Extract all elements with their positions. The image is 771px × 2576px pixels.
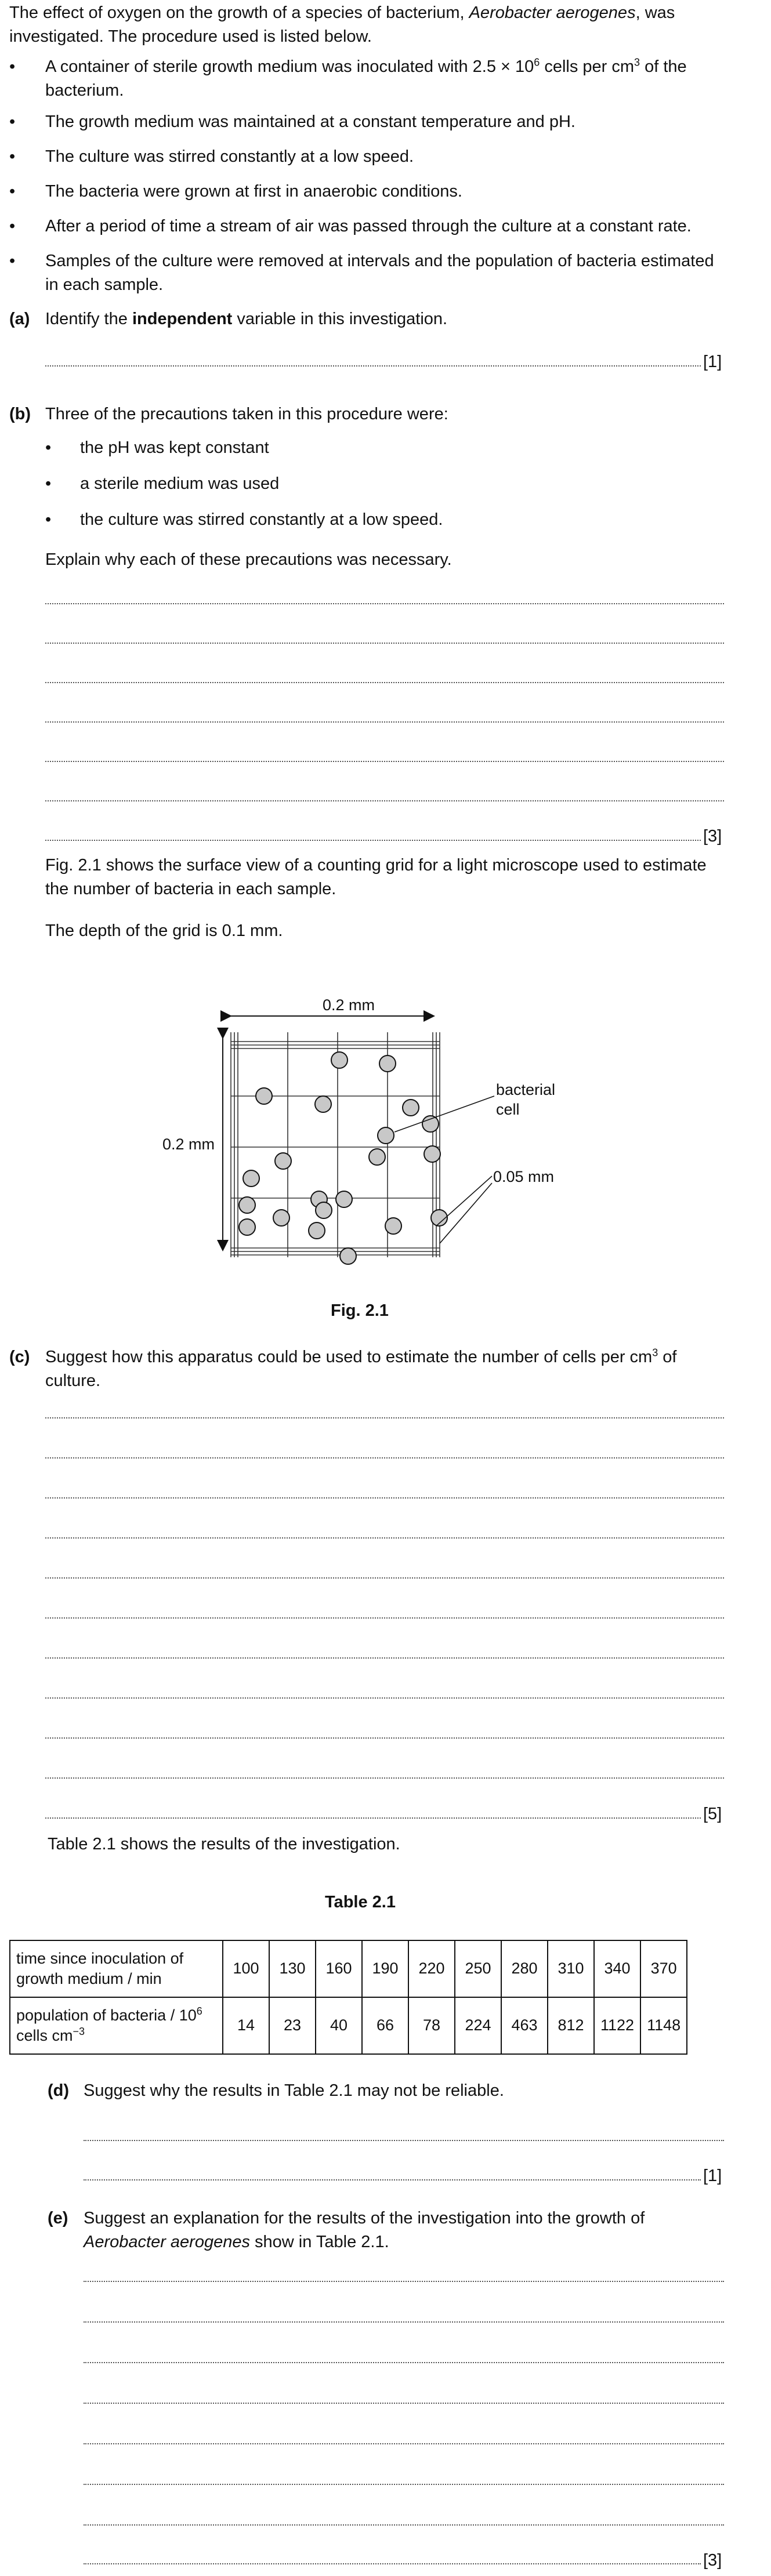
time-cell: 130 xyxy=(269,1940,316,1997)
row-header-population: population of bacteria / $10^6$ cells $cm^{-3}$ xyxy=(10,1997,223,2054)
answer-line-b-4[interactable] xyxy=(45,721,724,723)
answer-line-c-10[interactable] xyxy=(45,1777,724,1779)
precaution-1: • the pH was kept constant xyxy=(45,438,269,457)
grid-depth: The depth of the grid is 0.1 mm. xyxy=(45,921,283,940)
precaution-2: • a sterile medium was used xyxy=(45,474,280,493)
answer-line-b-1[interactable] xyxy=(45,603,724,604)
answer-line-e-2[interactable] xyxy=(84,2321,724,2323)
population-cell: 1148 xyxy=(640,1997,687,2054)
time-cell: 190 xyxy=(362,1940,408,1997)
answer-line-b-2[interactable] xyxy=(45,643,724,644)
width-label: 0.2 mm xyxy=(323,996,375,1014)
table-intro: Table 2.1 shows the results of the investigation. xyxy=(48,1835,400,1853)
answer-line-c-2[interactable] xyxy=(45,1457,724,1458)
answer-line-c-4[interactable] xyxy=(45,1537,724,1539)
population-cell: 40 xyxy=(316,1997,362,2054)
answer-line-b-7[interactable] xyxy=(45,840,701,841)
answer-line-a[interactable] xyxy=(45,365,701,367)
time-cell: 220 xyxy=(408,1940,455,1997)
answer-line-c-6[interactable] xyxy=(45,1617,724,1619)
population-cell: 14 xyxy=(223,1997,269,2054)
marks-b: [3] xyxy=(703,827,722,846)
answer-line-b-3[interactable] xyxy=(45,682,724,683)
bacterial-cell-label-1: bacterial xyxy=(496,1081,556,1098)
question-a: (a) Identify the independent variable in this investigation. xyxy=(9,310,448,328)
marks-d: [1] xyxy=(703,2167,722,2185)
procedure-bullet-4: • The bacteria were grown at first in anaerobic conditions. xyxy=(9,182,462,201)
answer-line-b-5[interactable] xyxy=(45,761,724,762)
figure-intro: Fig. 2.1 shows the surface view of a counting grid for a light microscope used to estimate the number of bacteria in each sample. xyxy=(45,856,707,899)
population-cell: 463 xyxy=(501,1997,548,2054)
population-cell: 812 xyxy=(548,1997,594,2054)
time-cell: 160 xyxy=(316,1940,362,1997)
answer-line-c-3[interactable] xyxy=(45,1497,724,1499)
answer-line-d-1[interactable] xyxy=(84,2140,724,2141)
time-cell: 310 xyxy=(548,1940,594,1997)
population-cell: 23 xyxy=(269,1997,316,2054)
procedure-bullet-1: • A container of sterile growth medium was inoculated with $2.5 \times 10^6$ cells per $cm^3$ of the bacterium. xyxy=(9,56,687,100)
question-c: (c) Suggest how this apparatus could be used to estimate the number of cells per $cm^3$ of culture. xyxy=(9,1347,677,1391)
answer-line-e-4[interactable] xyxy=(84,2403,724,2404)
answer-line-c-8[interactable] xyxy=(45,1697,724,1699)
bacterial-cell-label-2: cell xyxy=(496,1101,520,1118)
precaution-3: • the culture was stirred constantly at a low speed. xyxy=(45,510,443,529)
figure-caption: Fig. 2.1 xyxy=(331,1301,389,1320)
time-cell: 340 xyxy=(594,1940,640,1997)
time-cell: 280 xyxy=(501,1940,548,1997)
question-b-explain: Explain why each of these precautions was necessary. xyxy=(45,550,452,569)
marks-e: [3] xyxy=(703,2551,722,2570)
population-cell: 66 xyxy=(362,1997,408,2054)
answer-line-e-3[interactable] xyxy=(84,2362,724,2363)
height-label: 0.2 mm xyxy=(162,1135,215,1153)
table-caption: Table 2.1 xyxy=(325,1893,396,1911)
question-e: (e) Suggest an explanation for the results of the investigation into the growth of Aerobacter aerogenes show in Table 2.1. xyxy=(48,2209,645,2252)
population-cell: 224 xyxy=(455,1997,501,2054)
intro-paragraph: The effect of oxygen on the growth of a species of bacterium, Aerobacter aerogenes, was investigated. The procedure used is listed below. xyxy=(9,3,675,46)
procedure-bullet-2: • The growth medium was maintained at a constant temperature and pH. xyxy=(9,113,575,131)
answer-line-c-11[interactable] xyxy=(45,1817,701,1819)
square-leader-line-1 xyxy=(436,1176,492,1226)
time-cell: 370 xyxy=(640,1940,687,1997)
answer-line-e-1[interactable] xyxy=(84,2281,724,2282)
question-b: (b) Three of the precautions taken in this procedure were: xyxy=(9,405,448,423)
answer-line-c-9[interactable] xyxy=(45,1737,724,1739)
time-cell: 100 xyxy=(223,1940,269,1997)
answer-line-c-7[interactable] xyxy=(45,1657,724,1659)
bacterial-cells xyxy=(239,1052,447,1264)
time-cell: 250 xyxy=(455,1940,501,1997)
table-row-time xyxy=(10,1940,687,1997)
answer-line-e-7[interactable] xyxy=(84,2524,724,2526)
square-leader-line-2 xyxy=(440,1183,492,1243)
answer-line-e-8[interactable] xyxy=(84,2563,701,2564)
answer-line-e-6[interactable] xyxy=(84,2484,724,2485)
answer-line-c-5[interactable] xyxy=(45,1577,724,1579)
square-size-label: 0.05 mm xyxy=(493,1168,555,1185)
answer-line-e-5[interactable] xyxy=(84,2443,724,2444)
answer-line-c-1[interactable] xyxy=(45,1417,724,1418)
population-cell: 1122 xyxy=(594,1997,640,2054)
procedure-bullet-5: • After a period of time a stream of air was passed through the culture at a constant rate. xyxy=(9,217,692,235)
results-table xyxy=(9,1940,687,2055)
answer-line-d-2[interactable] xyxy=(84,2179,701,2180)
table-row-population xyxy=(10,1997,687,2054)
row-header-time: time since inoculation of growth medium / min xyxy=(10,1940,223,1997)
marks-c: [5] xyxy=(703,1805,722,1823)
answer-line-b-6[interactable] xyxy=(45,800,724,801)
question-d: (d) Suggest why the results in Table 2.1 may not be reliable. xyxy=(48,2081,504,2100)
counting-grid-figure xyxy=(151,980,627,1282)
marks-a: [1] xyxy=(703,353,722,371)
procedure-bullet-3: • The culture was stirred constantly at a low speed. xyxy=(9,147,414,166)
procedure-bullet-6: • Samples of the culture were removed at intervals and the population of bacteria estimated in each sample. xyxy=(9,252,714,295)
population-cell: 78 xyxy=(408,1997,455,2054)
